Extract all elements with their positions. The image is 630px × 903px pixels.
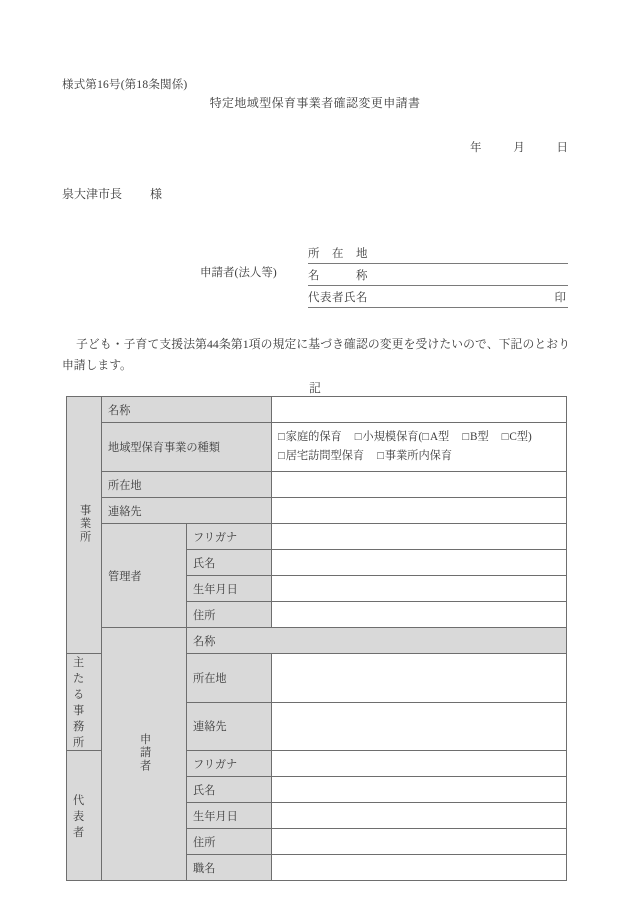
row-label-business-type: 地域型保育事業の種類 [102, 423, 272, 472]
form-number: 様式第16号(第18条関係) [62, 79, 188, 91]
ki-marker: 記 [309, 381, 321, 395]
row-label-main-office-contact: 連絡先 [187, 702, 272, 751]
checkbox-small-scale[interactable] [355, 431, 422, 443]
checkbox-icon: □ [501, 431, 509, 443]
date-month-label: 月 [513, 142, 525, 154]
checkbox-line-2 [278, 447, 560, 466]
checkbox-label-home-care: 家庭的保育 [285, 431, 342, 443]
field-manager-name[interactable] [272, 550, 567, 576]
recipient-name: 泉大津市長 [62, 187, 123, 201]
date-line [470, 139, 568, 155]
row-label-manager-birthdate: 生年月日 [187, 576, 272, 602]
checkbox-label-type-c: C型) [509, 431, 532, 443]
field-main-office-contact[interactable] [272, 702, 567, 751]
applicant-block-label: 申請者(法人等) [200, 267, 277, 279]
field-representative-address[interactable] [272, 829, 567, 855]
applicant-name-line[interactable] [308, 264, 568, 286]
field-manager-furigana[interactable] [272, 524, 567, 550]
checkbox-type-b[interactable] [462, 431, 488, 443]
checkbox-label-home-visit: 居宅訪問型保育 [285, 450, 365, 462]
recipient [62, 185, 162, 202]
field-facility-name[interactable] [272, 397, 567, 423]
table-row [67, 423, 567, 472]
group-label-representative: 代表者 [67, 751, 102, 881]
field-facility-contact[interactable] [272, 498, 567, 524]
seal-mark: 印 [554, 292, 566, 304]
field-representative-furigana[interactable] [272, 751, 567, 777]
checkbox-icon: □ [377, 450, 384, 462]
document-title: 特定地域型保育事業者確認変更申請書 [209, 96, 421, 110]
applicant-representative-label: 代表者氏名 [308, 292, 368, 304]
row-label-manager-address: 住所 [187, 602, 272, 628]
row-label-facility-name: 名称 [102, 397, 272, 423]
field-representative-birthdate[interactable] [272, 803, 567, 829]
table-row [67, 628, 567, 654]
checkbox-type-a[interactable] [422, 431, 449, 443]
checkbox-label-workplace-care: 事業所内保育 [384, 450, 453, 462]
group-label-manager: 管理者 [102, 524, 187, 628]
table-row [67, 397, 567, 423]
applicant-address-line[interactable] [308, 242, 568, 264]
application-table [66, 396, 567, 881]
field-business-type[interactable] [272, 423, 567, 472]
field-representative-name[interactable] [272, 777, 567, 803]
body-paragraph: 子ども・子育て支援法第44条第1項の規定に基づき確認の変更を受けたいので、下記のとおり申請します。 [62, 337, 570, 372]
applicant-address-label: 所 在 地 [308, 248, 368, 260]
row-label-representative-name: 氏名 [187, 777, 272, 803]
checkbox-label-type-b: B型 [469, 431, 489, 443]
table-row [67, 472, 567, 498]
table-row [67, 524, 567, 550]
row-label-manager-furigana: フリガナ [187, 524, 272, 550]
table-row [67, 498, 567, 524]
field-main-office-address[interactable] [272, 654, 567, 703]
row-label-representative-furigana: フリガナ [187, 751, 272, 777]
section-label-facility-text: 事業所 [78, 503, 91, 544]
applicant-field-lines [308, 242, 568, 308]
checkbox-icon: □ [278, 450, 285, 462]
checkbox-home-visit[interactable] [278, 450, 364, 462]
field-facility-address[interactable] [272, 472, 567, 498]
checkbox-workplace-care[interactable] [377, 450, 452, 462]
row-label-facility-contact: 連絡先 [102, 498, 272, 524]
row-label-facility-address: 所在地 [102, 472, 272, 498]
checkbox-label-small-scale: 小規模保育( [362, 431, 423, 443]
checkbox-home-care[interactable] [278, 431, 342, 443]
row-label-applicant-name: 名称 [187, 628, 567, 654]
checkbox-label-type-a: A型 [429, 431, 450, 443]
group-label-main-office: 主たる事務所 [67, 654, 102, 751]
field-manager-address[interactable] [272, 602, 567, 628]
section-label-applicant-text: 申請者 [138, 732, 151, 773]
checkbox-icon: □ [354, 431, 362, 443]
recipient-honorific: 様 [150, 187, 163, 201]
row-label-representative-address: 住所 [187, 829, 272, 855]
checkbox-icon: □ [278, 431, 285, 443]
row-label-main-office-address: 所在地 [187, 654, 272, 703]
date-year-label: 年 [470, 142, 482, 154]
field-representative-jobtitle[interactable] [272, 855, 567, 881]
applicant-representative-line[interactable] [308, 286, 568, 308]
section-label-applicant [102, 628, 187, 881]
row-label-representative-birthdate: 生年月日 [187, 803, 272, 829]
date-day-label: 日 [556, 142, 568, 154]
checkbox-icon: □ [422, 431, 429, 443]
row-label-manager-name: 氏名 [187, 550, 272, 576]
field-manager-birthdate[interactable] [272, 576, 567, 602]
checkbox-icon: □ [462, 431, 469, 443]
checkbox-type-c[interactable] [502, 431, 532, 443]
section-label-facility [67, 397, 102, 654]
applicant-name-label: 名 称 [308, 270, 368, 282]
row-label-representative-jobtitle: 職名 [187, 855, 272, 881]
